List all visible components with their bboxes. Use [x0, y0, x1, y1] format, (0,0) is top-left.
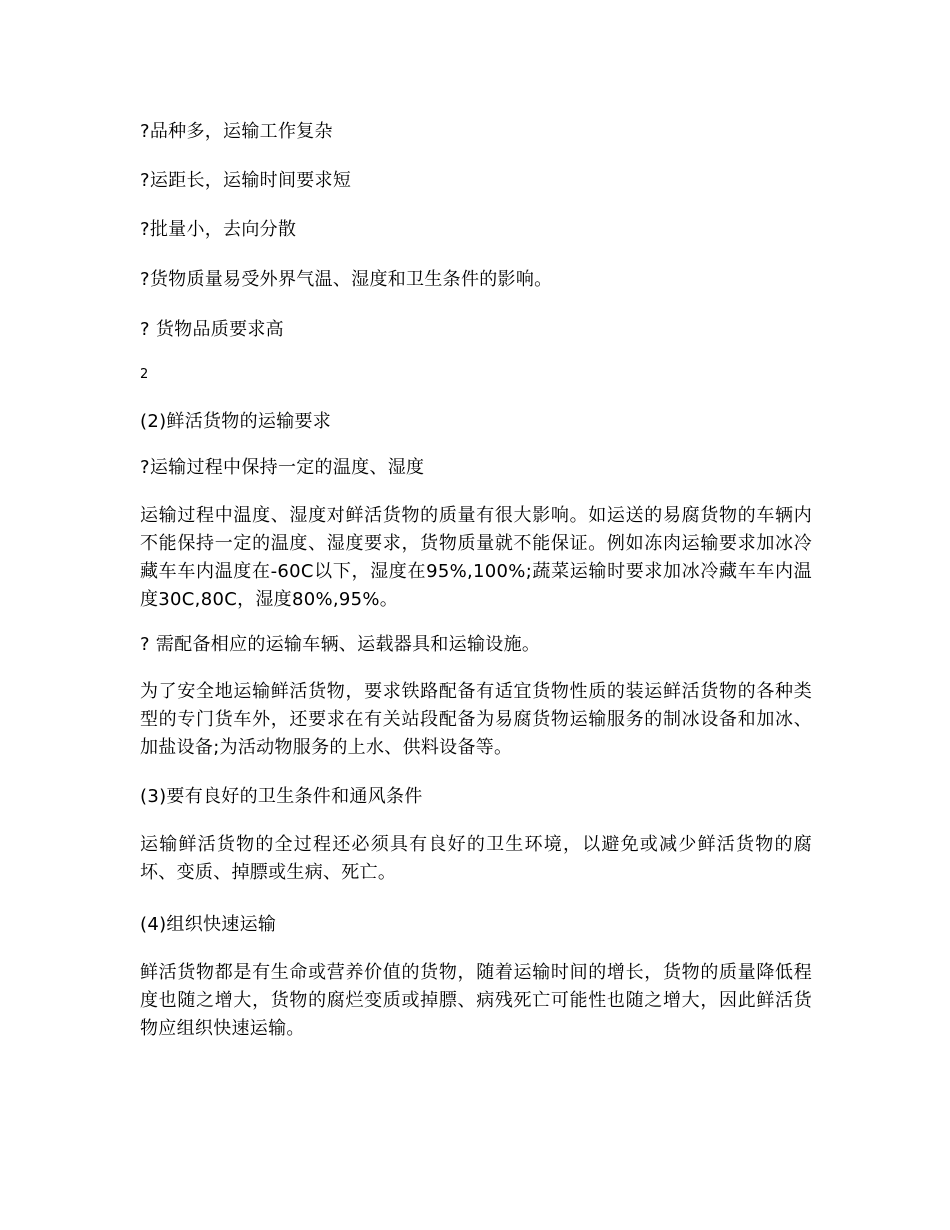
- body-paragraph: 为了安全地运输鲜活货物，要求铁路配备有适宜货物性质的装运鲜活货物的各种类型的专门货车外，还要求在有关站段配备为易腐货物运输服务的制冰设备和加冰、加盐设备;为活动物服务的上水、供料设备等。: [140, 681, 812, 758]
- section-heading: (4)组织快速运输: [140, 914, 277, 935]
- body-paragraph: 运输过程中温度、湿度对鲜活货物的质量有很大影响。如运送的易腐货物的车辆内不能保持一定的温度、湿度要求，货物质量就不能保证。例如冻肉运输要求加冰冷藏车车内温度在-60C以下，湿度在95%,100%;蔬菜运输时要求加冰冷藏车车内温度30C,80C，湿度80%,95%。: [140, 505, 812, 610]
- list-item: ?运距长，运输时间要求短: [140, 170, 352, 191]
- body-paragraph: 鲜活货物都是有生命或营养价值的货物，随着运输时间的增长，货物的质量降低程度也随之增大，货物的腐烂变质或掉膘、病残死亡可能性也随之增大，因此鲜活货物应组织快速运输。: [140, 962, 812, 1039]
- body-paragraph: 运输鲜活货物的全过程还必须具有良好的卫生环境，以避免或减少鲜活货物的腐坏、变质、掉膘或生病、死亡。: [140, 834, 812, 883]
- section-heading: (2)鲜活货物的运输要求: [140, 411, 332, 432]
- list-item: ?批量小，去向分散: [140, 219, 297, 240]
- bullet-point: ? 需配备相应的运输车辆、运载器具和运输设施。: [140, 634, 541, 655]
- bullet-point: ?运输过程中保持一定的温度、湿度: [140, 457, 425, 478]
- list-item: ?货物质量易受外界气温、湿度和卫生条件的影响。: [140, 269, 553, 290]
- list-item: ? 货物品质要求高: [140, 319, 284, 340]
- section-heading: (3)要有良好的卫生条件和通风条件: [140, 786, 423, 807]
- list-item: ?品种多，运输工作复杂: [140, 121, 333, 142]
- page-number: 2: [140, 367, 149, 382]
